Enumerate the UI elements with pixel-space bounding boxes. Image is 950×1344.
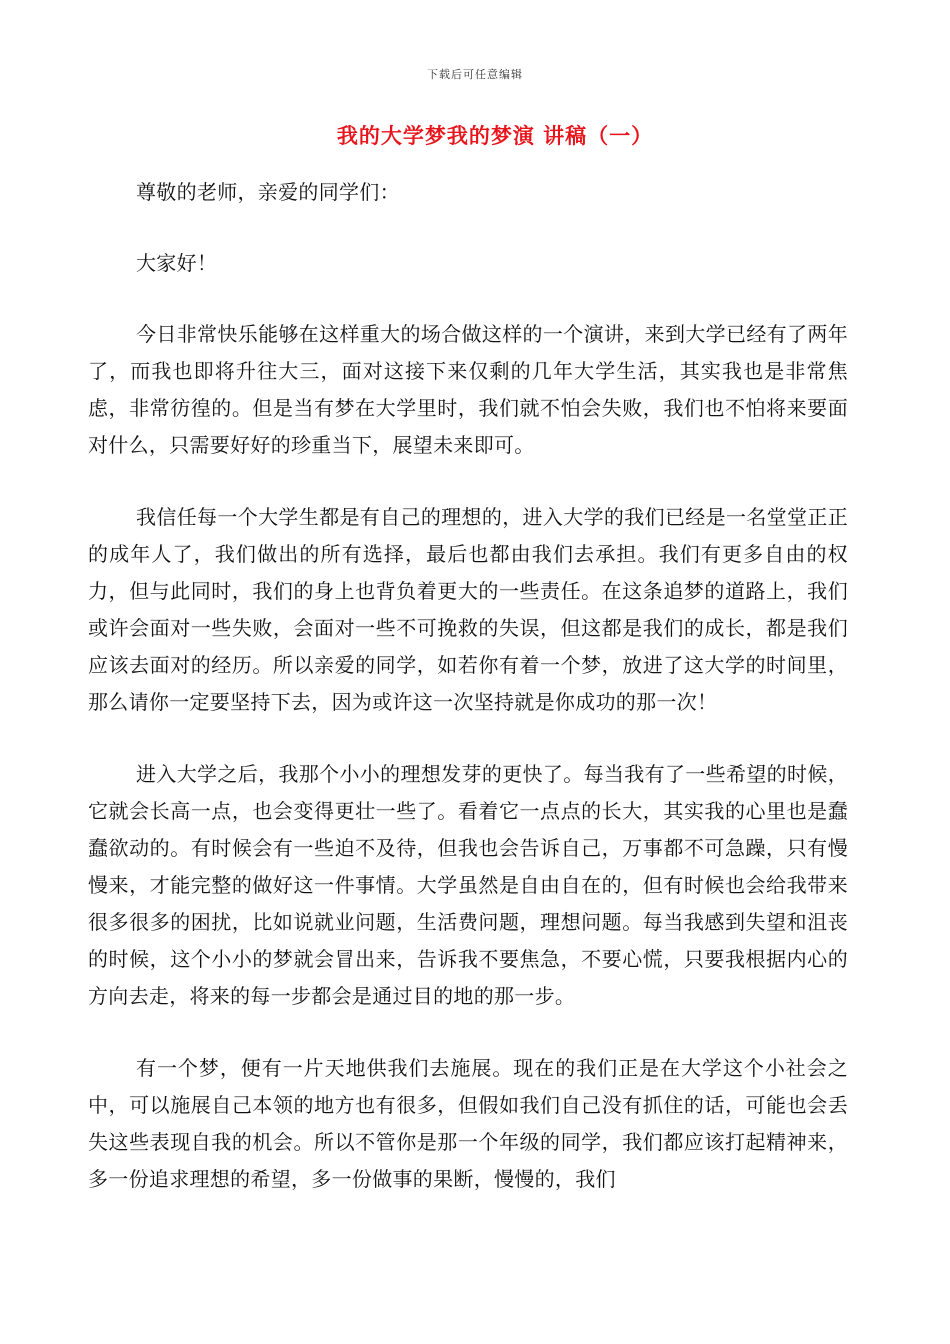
paragraph: 我信任每一个大学生都是有自己的理想的，进入大学的我们已经是一名堂堂正正的成年人了，我们做出的所有选择，最后也都由我们去承担。我们有更多自由的权力，但与此同时，我们的身上也背负着更大的一些责任。在这条追梦的道路上，我们或许会面对一些失败，会面对一些不可挽救的失误，但这都是我们的成长，都是我们应该去面对的经历。所以亲爱的同学，如若你有着一个梦，放进了这大学的时间里，那么请你一定要坚持下去，因为或许这一次坚持就是你成功的那一次！ (88, 505, 848, 714)
document-title: 我的大学梦我的梦演 讲稿（一） (336, 123, 654, 148)
salutation: 尊敬的老师，亲爱的同学们： (136, 180, 400, 204)
paragraph: 有一个梦，便有一片天地供我们去施展。现在的我们正是在大学这个小社会之中，可以施展自己本领的地方也有很多，但假如我们自己没有抓住的话，可能也会丢失这些表现自我的机会。所以不管你是那一个年级的同学，我们都应该打起精神来，多一份追求理想的希望，多一份做事的果断，慢慢的，我们 (88, 1056, 848, 1191)
paragraph: 今日非常快乐能够在这样重大的场合做这样的一个演讲，来到大学已经有了两年了，而我也即将升往大三，面对这接下来仅剩的几年大学生活，其实我也是非常焦虑，非常彷徨的。但是当有梦在大学里时，我们就不怕会失败，我们也不怕将来要面对什么，只需要好好的珍重当下，展望未来即可。 (88, 322, 848, 457)
greeting: 大家好！ (136, 251, 218, 275)
document-body (88, 174, 848, 1233)
header-note: 下载后可任意编辑 (427, 68, 523, 81)
paragraph: 进入大学之后，我那个小小的理想发芽的更快了。每当我有了一些希望的时候，它就会长高一点，也会变得更壮一些了。看着它一点点的长大，其实我的心里也是蠢蠢欲动的。有时候会有一些迫不及待，但我也会告诉自己，万事都不可急躁，只有慢慢来，才能完整的做好这一件事情。大学虽然是自由自在的，但有时候也会给我带来很多很多的困扰，比如说就业问题，生活费问题，理想问题。每当我感到失望和沮丧的时候，这个小小的梦就会冒出来，告诉我不要焦急，不要心慌，只要我根据内心的方向去走，将来的每一步都会是通过目的地的那一步。 (88, 762, 848, 1008)
